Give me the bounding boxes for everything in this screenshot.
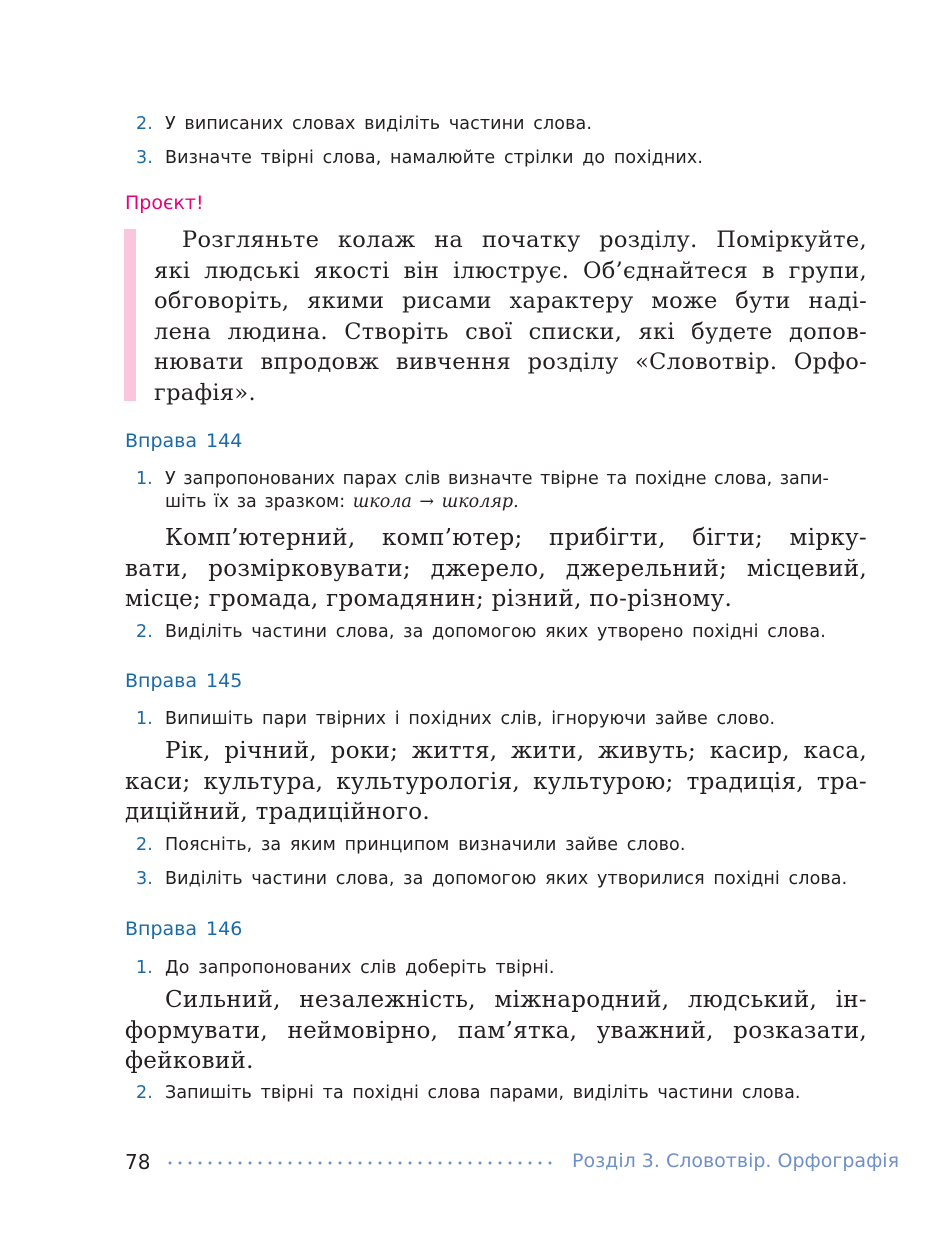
project-line: графія». [154, 379, 256, 406]
words-line: фейковий. [125, 1048, 254, 1074]
task-item [136, 832, 685, 858]
task-text: Випишіть пари твірних і похідних слів, ігноруючи зайве слово. [165, 709, 776, 729]
task-item [136, 955, 555, 981]
project-text [154, 225, 867, 408]
task-item [136, 1080, 801, 1106]
task-number: 2. [136, 835, 153, 855]
words-line: вати, розмірковувати; джерело, джерельний; місцевий, [125, 555, 867, 582]
footer-section-title: Розділ 3. Словотвір. Орфографія [572, 1150, 900, 1172]
task-text: До запропонованих слів доберіть твірні. [165, 958, 555, 978]
task-item [136, 866, 847, 892]
footer-dotted-leader [165, 1160, 555, 1166]
task-number: 1. [136, 709, 153, 729]
task-item [136, 468, 868, 514]
task-text [165, 468, 868, 514]
task-number: 2. [136, 1083, 153, 1103]
project-line: нювати впродовж вивчення розділу «Словотвір. Орфо- [154, 349, 867, 375]
words-line: Сильний, незалежність, міжнародний, людський, ін- [165, 987, 867, 1013]
words-line: Комп’ютерний, комп’ютер; прибігти, бігти; мірку- [165, 525, 867, 551]
words-line: диційний, традиційного. [125, 799, 430, 825]
task-number: 2. [136, 622, 153, 642]
task-number: 1. [136, 958, 153, 978]
project-accent-bar [124, 229, 136, 401]
words-line: місце; громада, громадянин; різний, по-різному. [125, 586, 733, 612]
words-line: каси; культура, культурологія, культурою; традиція, тра- [125, 768, 867, 795]
example-pair: школа → школяр. [352, 492, 519, 512]
task-item [136, 619, 826, 645]
words-line: формувати, неймовірно, пам’ятка, уважний, розказати, [125, 1017, 867, 1044]
task-text: У виписаних словах виділіть частини слова. [165, 114, 592, 134]
exercise-words [125, 523, 867, 615]
task-number: 1. [136, 469, 153, 489]
project-line: лена людина. Створіть свої списки, які будете допов- [154, 318, 867, 345]
task-text-line: шіть їх за зразком: [165, 492, 353, 512]
task-text: Виділіть частини слова, за допомогою яких утворено похідні слова. [165, 622, 826, 642]
task-text: Виділіть частини слова, за допомогою яких утворилися похідні слова. [165, 869, 848, 889]
project-line: обговоріть, якими рисами характеру може бути наді- [154, 288, 867, 314]
exercise-words [125, 736, 867, 828]
task-item [136, 706, 775, 732]
words-line: Рік, річний, роки; життя, жити, живуть; касир, каса, [165, 738, 867, 764]
page-number: 78 [125, 1150, 151, 1174]
exercise-words [125, 985, 867, 1077]
task-text: Запишіть твірні та похідні слова парами, виділіть частини слова. [165, 1083, 801, 1103]
task-text: Поясніть, за яким принципом визначили зайве слово. [165, 835, 686, 855]
project-line: які людські якості він ілюструє. Об’єднайтеся в групи, [154, 257, 867, 284]
exercise-heading: Вправа 146 [125, 918, 243, 940]
task-number: 2. [136, 114, 153, 134]
exercise-heading: Вправа 145 [125, 670, 243, 692]
task-text: Визначте твірні слова, намалюйте стрілки до похідних. [165, 148, 703, 168]
task-text-line: У запропонованих парах слів визначте твірне та похідне слова, запи- [165, 469, 829, 489]
project-line: Розгляньте колаж на початку розділу. Поміркуйте, [182, 227, 867, 253]
task-number: 3. [136, 148, 153, 168]
exercise-heading: Вправа 144 [125, 430, 243, 452]
task-number: 3. [136, 869, 153, 889]
project-label: Проєкт! [125, 192, 204, 214]
task-item [136, 111, 592, 137]
task-item [136, 145, 703, 171]
